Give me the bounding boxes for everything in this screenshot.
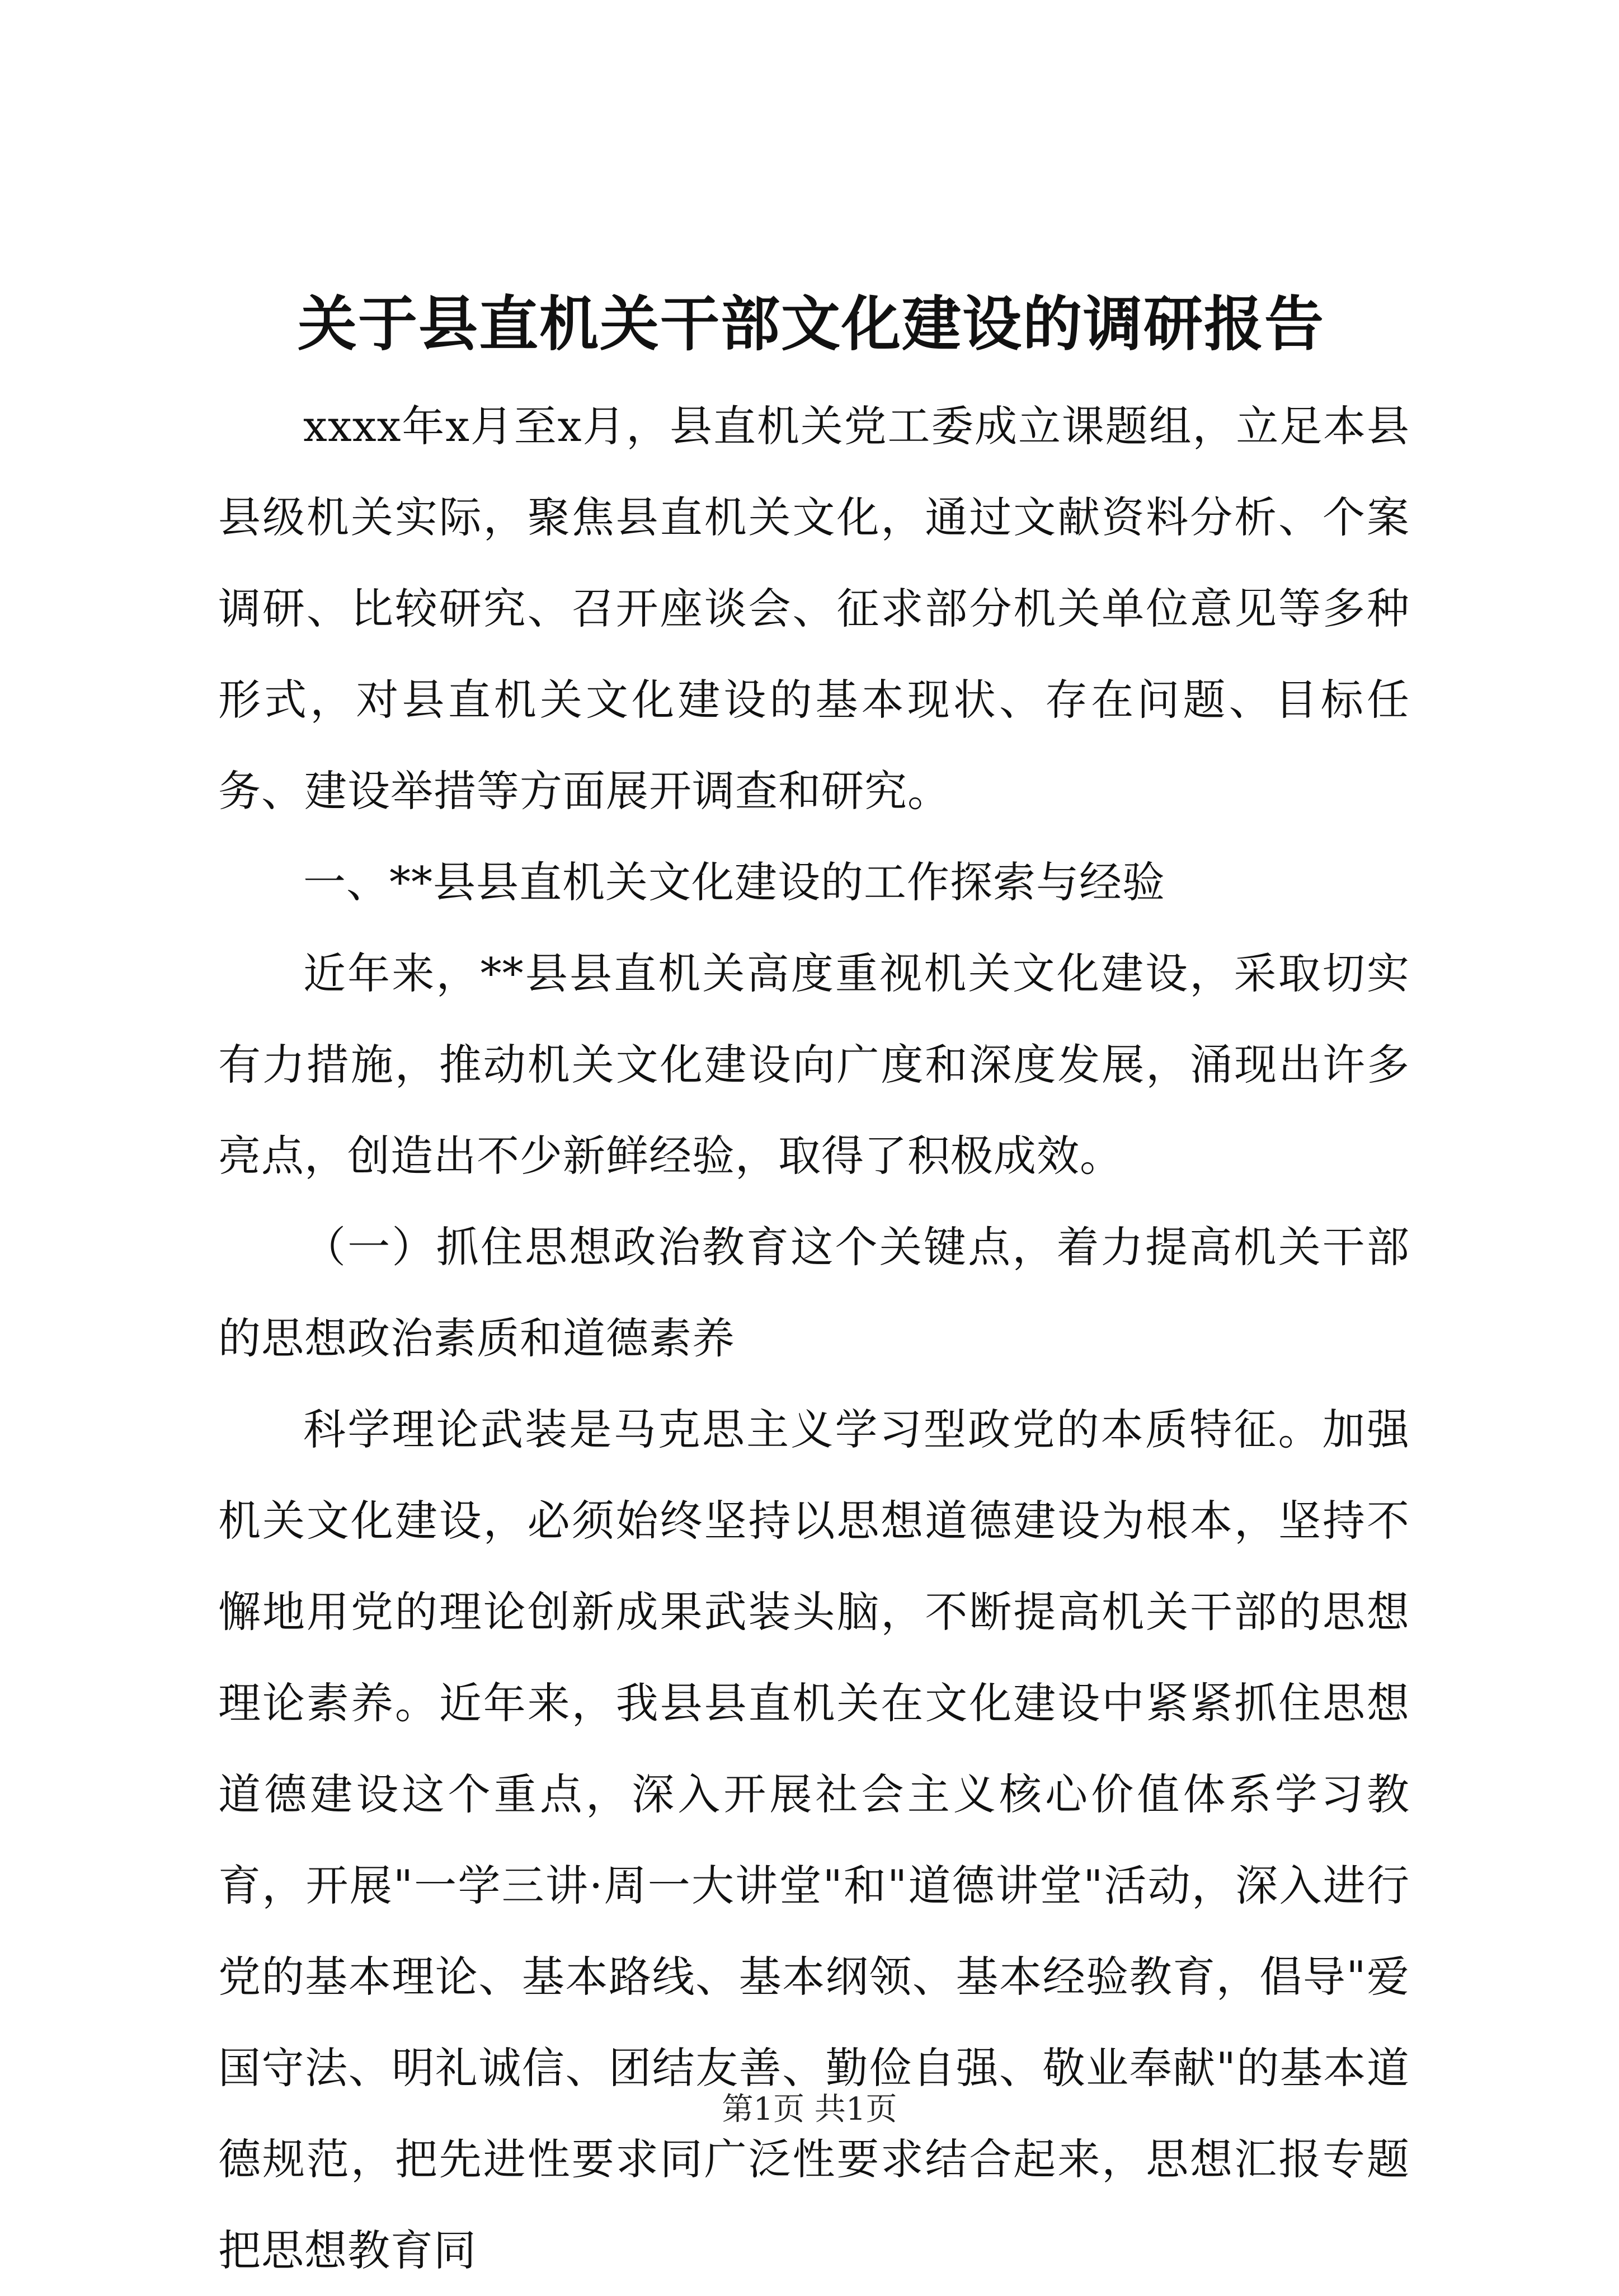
page-footer: 第1页 共1页	[722, 2091, 897, 2128]
intro-paragraph: xxxx年x月至x月，县直机关党工委成立课题组，立足本县县级机关实际，聚焦县直机关文化，通过文献资料分析、个案调研、比较研究、召开座谈会、征求部分机关单位意见等多种形式，对县直机关文化建设的基本现状、存在问题、目标任务、建设举措等方面展开调查和研究。	[218, 401, 1410, 816]
section-heading-1: 一、**县县直机关文化建设的工作探索与经验	[303, 857, 1165, 907]
subsection-1-paragraph: 科学理论武装是马克思主义学习型政党的本质特征。加强机关文化建设，必须始终坚持以思想道德建设为根本，坚持不懈地用党的理论创新成果武装头脑，不断提高机关干部的思想理论素养。近年来，我县县直机关在文化建设中紧紧抓住思想道德建设这个重点，深入开展社会主义核心价值体系学习教育，开展"一学三讲·周一大讲堂"和"道德讲堂"活动，深入进行党的基本理论、基本路线、基本纲领、基本经验教育，倡导"爱国守法、明礼诚信、团结友善、勤俭自强、敬业奉献"的基本道德规范，把先进性要求同广泛性要求结合起来，思想汇报专题把思想教育同	[218, 1405, 1410, 2275]
document-body	[218, 381, 1410, 2296]
document-title: 关于县直机关干部文化建设的调研报告	[298, 290, 1325, 359]
subsection-heading-1: （一）抓住思想政治教育这个关键点，着力提高机关干部的思想政治素质和道德素养	[218, 1222, 1410, 1363]
section-1-paragraph: 近年来，**县县直机关高度重视机关文化建设，采取切实有力措施，推动机关文化建设向广度和深度发展，涌现出许多亮点，创造出不少新鲜经验，取得了积极成效。	[218, 949, 1410, 1181]
